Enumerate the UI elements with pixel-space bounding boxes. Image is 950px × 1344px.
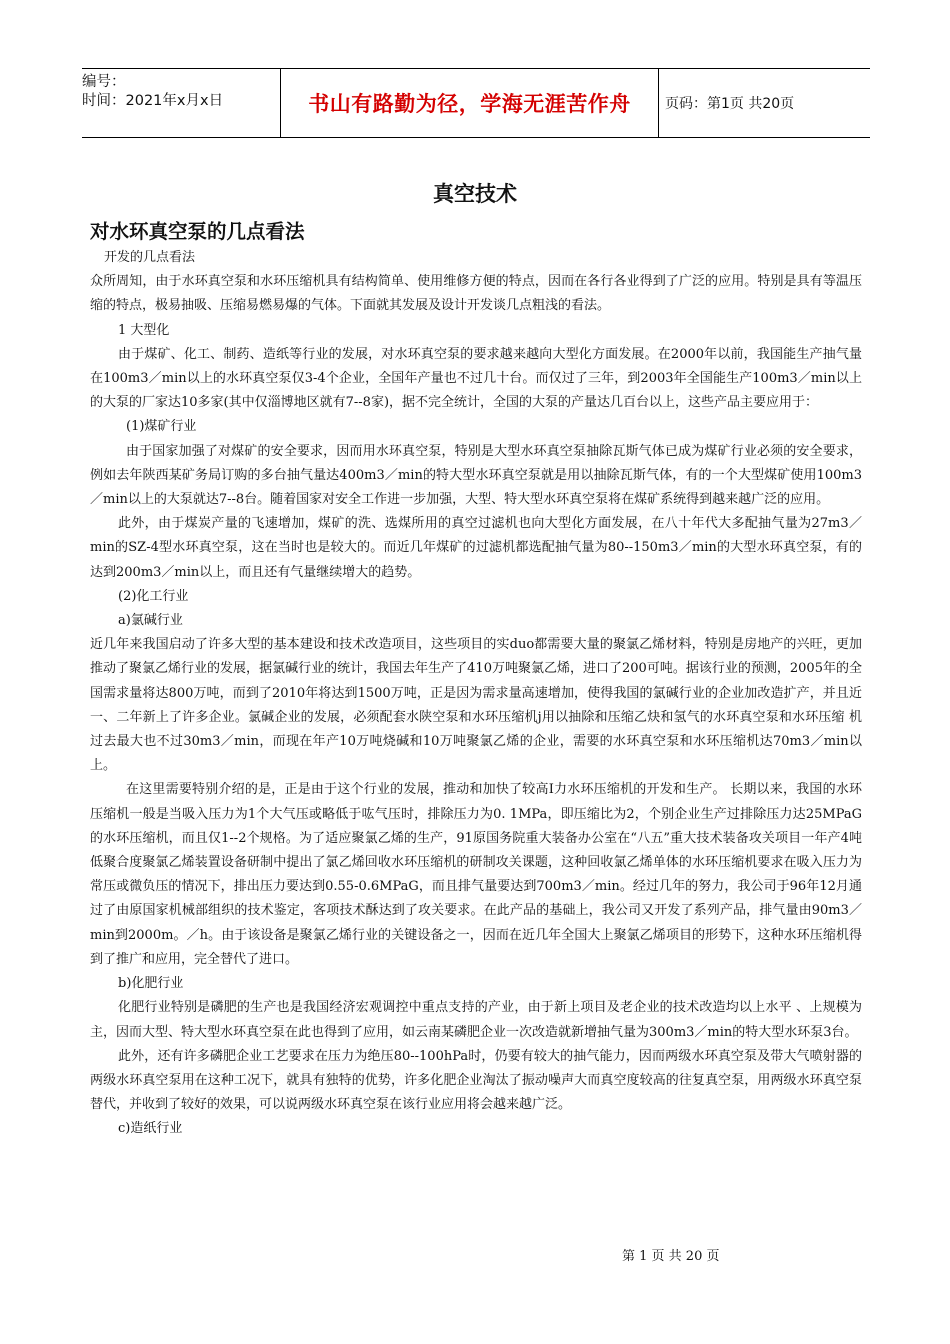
paragraph: 在这里需要特别介绍的是，正是由于这个行业的发展，推动和加快了较高Ⅰ力水环压缩机的开发和生产。 长期以来，我国的水环压缩机一般是当吸入压力为1个大气压或略低于吰气压时，排除压力为0. 1MPa，即压缩比为2，个别企业生产过排除压力达25MPaG的水环压缩机，而且仅1--2个规格。为了适应聚氯乙烯的生产，91原国务院重大装备办公室在“八五”重大技术装备攻关项目一年产4吨低聚合度聚氯乙烯装置设备研制中提出了氯乙烯回收水环压缩机的研制攻关课题，这种回收氯乙烯单体的水环压缩机要求在吸入压力为常压或微负压的情况下，排出压力要达到0.55-0.6MPaG，而且排气量要达到700m3／min。经过几年的努力，我公司于96年12月通过了由原国家机械部组织的技术鉴定，客项技术酥达到了攻关要求。在此产品的基础上，我公司又开发了系列产品，排气量由90m3／min到2000m。／h。由于该设备是聚氯乙烯行业的关键设备之一，因而在近几年全国大上聚氯乙烯项目的形势下，这种水环压缩机得到了推广和应用，完全替代了进口。 [90,782,862,967]
paragraph-subtitle: 开发的几点看法 [104,250,196,265]
paragraph: 此外，还有许多磷肥企业工艺要求在压力为绝压80--100hPa时，仍要有较大的抽气能力，因而两级水环真空泵及带大气喷射器的两级水环真空泵用在这种工况下，就具有独特的优势，许多化肥企业淘汰了振动噪声大而真空度较高的往复真空泵，用两级水环真空泵替代，并收到了较好的效果，可以说两级水环真空泵在该行业应用将会越来越广泛。 [90,1048,862,1113]
page-header [82,68,870,138]
heading-paper-industry: c)造纸行业 [118,1121,183,1137]
heading-chlor-alkali: a)氯碱行业 [118,613,183,629]
paragraph: 由于国家加强了对煤矿的安全要求，因而用水环真空泵，特别是大型水环真空泵抽除瓦斯气体已成为煤矿行业必须的安全要求，例如去年陕西某矿务局订购的多台抽气量达400m3／min的特大型水环真空泵就是用以抽除瓦斯气体，有的一个大型煤矿使用100m3／min以上的大泵就达7--8台。随着国家对安全工作进一步加强，大型、特大型水环真空泵将在煤矿系统得到越来越广泛的应用。 [90,443,862,508]
header-page-info: 页码：第1页 共20页 [665,96,795,112]
paragraph: 此外，由于煤炭产量的飞速增加，煤矿的洗、选煤所用的真空过滤机也向大型化方面发展，在八十年代大多配抽气量为27m3／min的SZ-4型水环真空泵，这在当时也是较大的。而近几年煤矿的过滤机都选配抽气量为80--150m3／min的大型水环真空泵，有的达到200m3／min以上，而且还有气量继续增大的趋势。 [90,516,862,580]
section-title: 对水环真空泵的几点看法 [90,220,305,243]
paragraph: 由于煤矿、化工、制药、造纸等行业的发展，对水环真空泵的要求越来越向大型化方面发展。在2000年以前，我国能生产抽气量在100m3／min以上的水环真空泵仅3-4个企业，全国年产量也不过几十台。而仅过了三年，到2003年全国能生产100m3／min以上的大泵的厂家达10多家(其中仅淄博地区就有7--8家)，据不完全统计，全国的大泵的产量达几百台以上，这些产品主要应用于： [90,346,862,411]
heading-large-scale: 1 大型化 [118,322,170,338]
heading-fertilizer: b)化肥行业 [118,976,184,992]
document-body [90,246,862,1142]
header-date-label: 时间：2021年x月x日 [82,93,224,109]
paragraph: 化肥行业特别是磷肥的生产也是我国经济宏观调控中重点支持的产业，由于新上项目及老企业的技术改造均以上水平 、上规模为主，因而大型、特大型水环真空泵在此也得到了应用，如云南某磷肥企业一次改造就新增抽气量为300m3／min的特大型水环泵3台。 [90,1000,862,1040]
heading-chemical-industry: (2)化工行业 [118,588,189,604]
page-footer: 第 1 页 共 20 页 [622,1249,720,1264]
header-number-label: 编号： [82,74,126,90]
document-title: 真空技术 [433,182,517,206]
header-meta [82,69,281,137]
paragraph: 众所周知，由于水环真空泵和水环压缩机具有结构简单、使用维修方便的特点，因而在各行各业得到了广泛的应用。特别是具有等温压缩的特点，极易抽吸、压缩易燃易爆的气体。下面就其发展及设计开发谈几点粗浅的看法。 [90,274,862,314]
header-motto: 书山有路勤为径，学海无涯苦作舟 [281,69,659,137]
heading-coal-industry: (1)煤矿行业 [126,419,197,435]
paragraph: 近几年来我国启动了许多大型的基本建设和技术改造项目，这些项目的实duo都需要大量的聚氯乙烯材料，特别是房地产的兴旺，更加推动了聚氯乙烯行业的发展，据氯碱行业的统计，我国去年生产了410万吨聚氯乙烯，进口了200可吨。据该行业的预测，2005年的全国需求量将达800万吨，而到了2010年将达到1500万吨，正是因为需求量高速增加，使得我国的氯碱行业的企业加改造扩产，并且近一、二年新上了许多企业。氯碱企业的发展，必须配套水陕空泵和水环压缩机j用以抽除和压缩乙炔和氢气的水环真空泵和水环压缩 机过去最大也不过30m3／min，而现在年产10万吨烧碱和10万吨聚氯乙烯的企业，需要的水环真空泵和水环压缩机达70m3／min以上。 [90,637,862,774]
